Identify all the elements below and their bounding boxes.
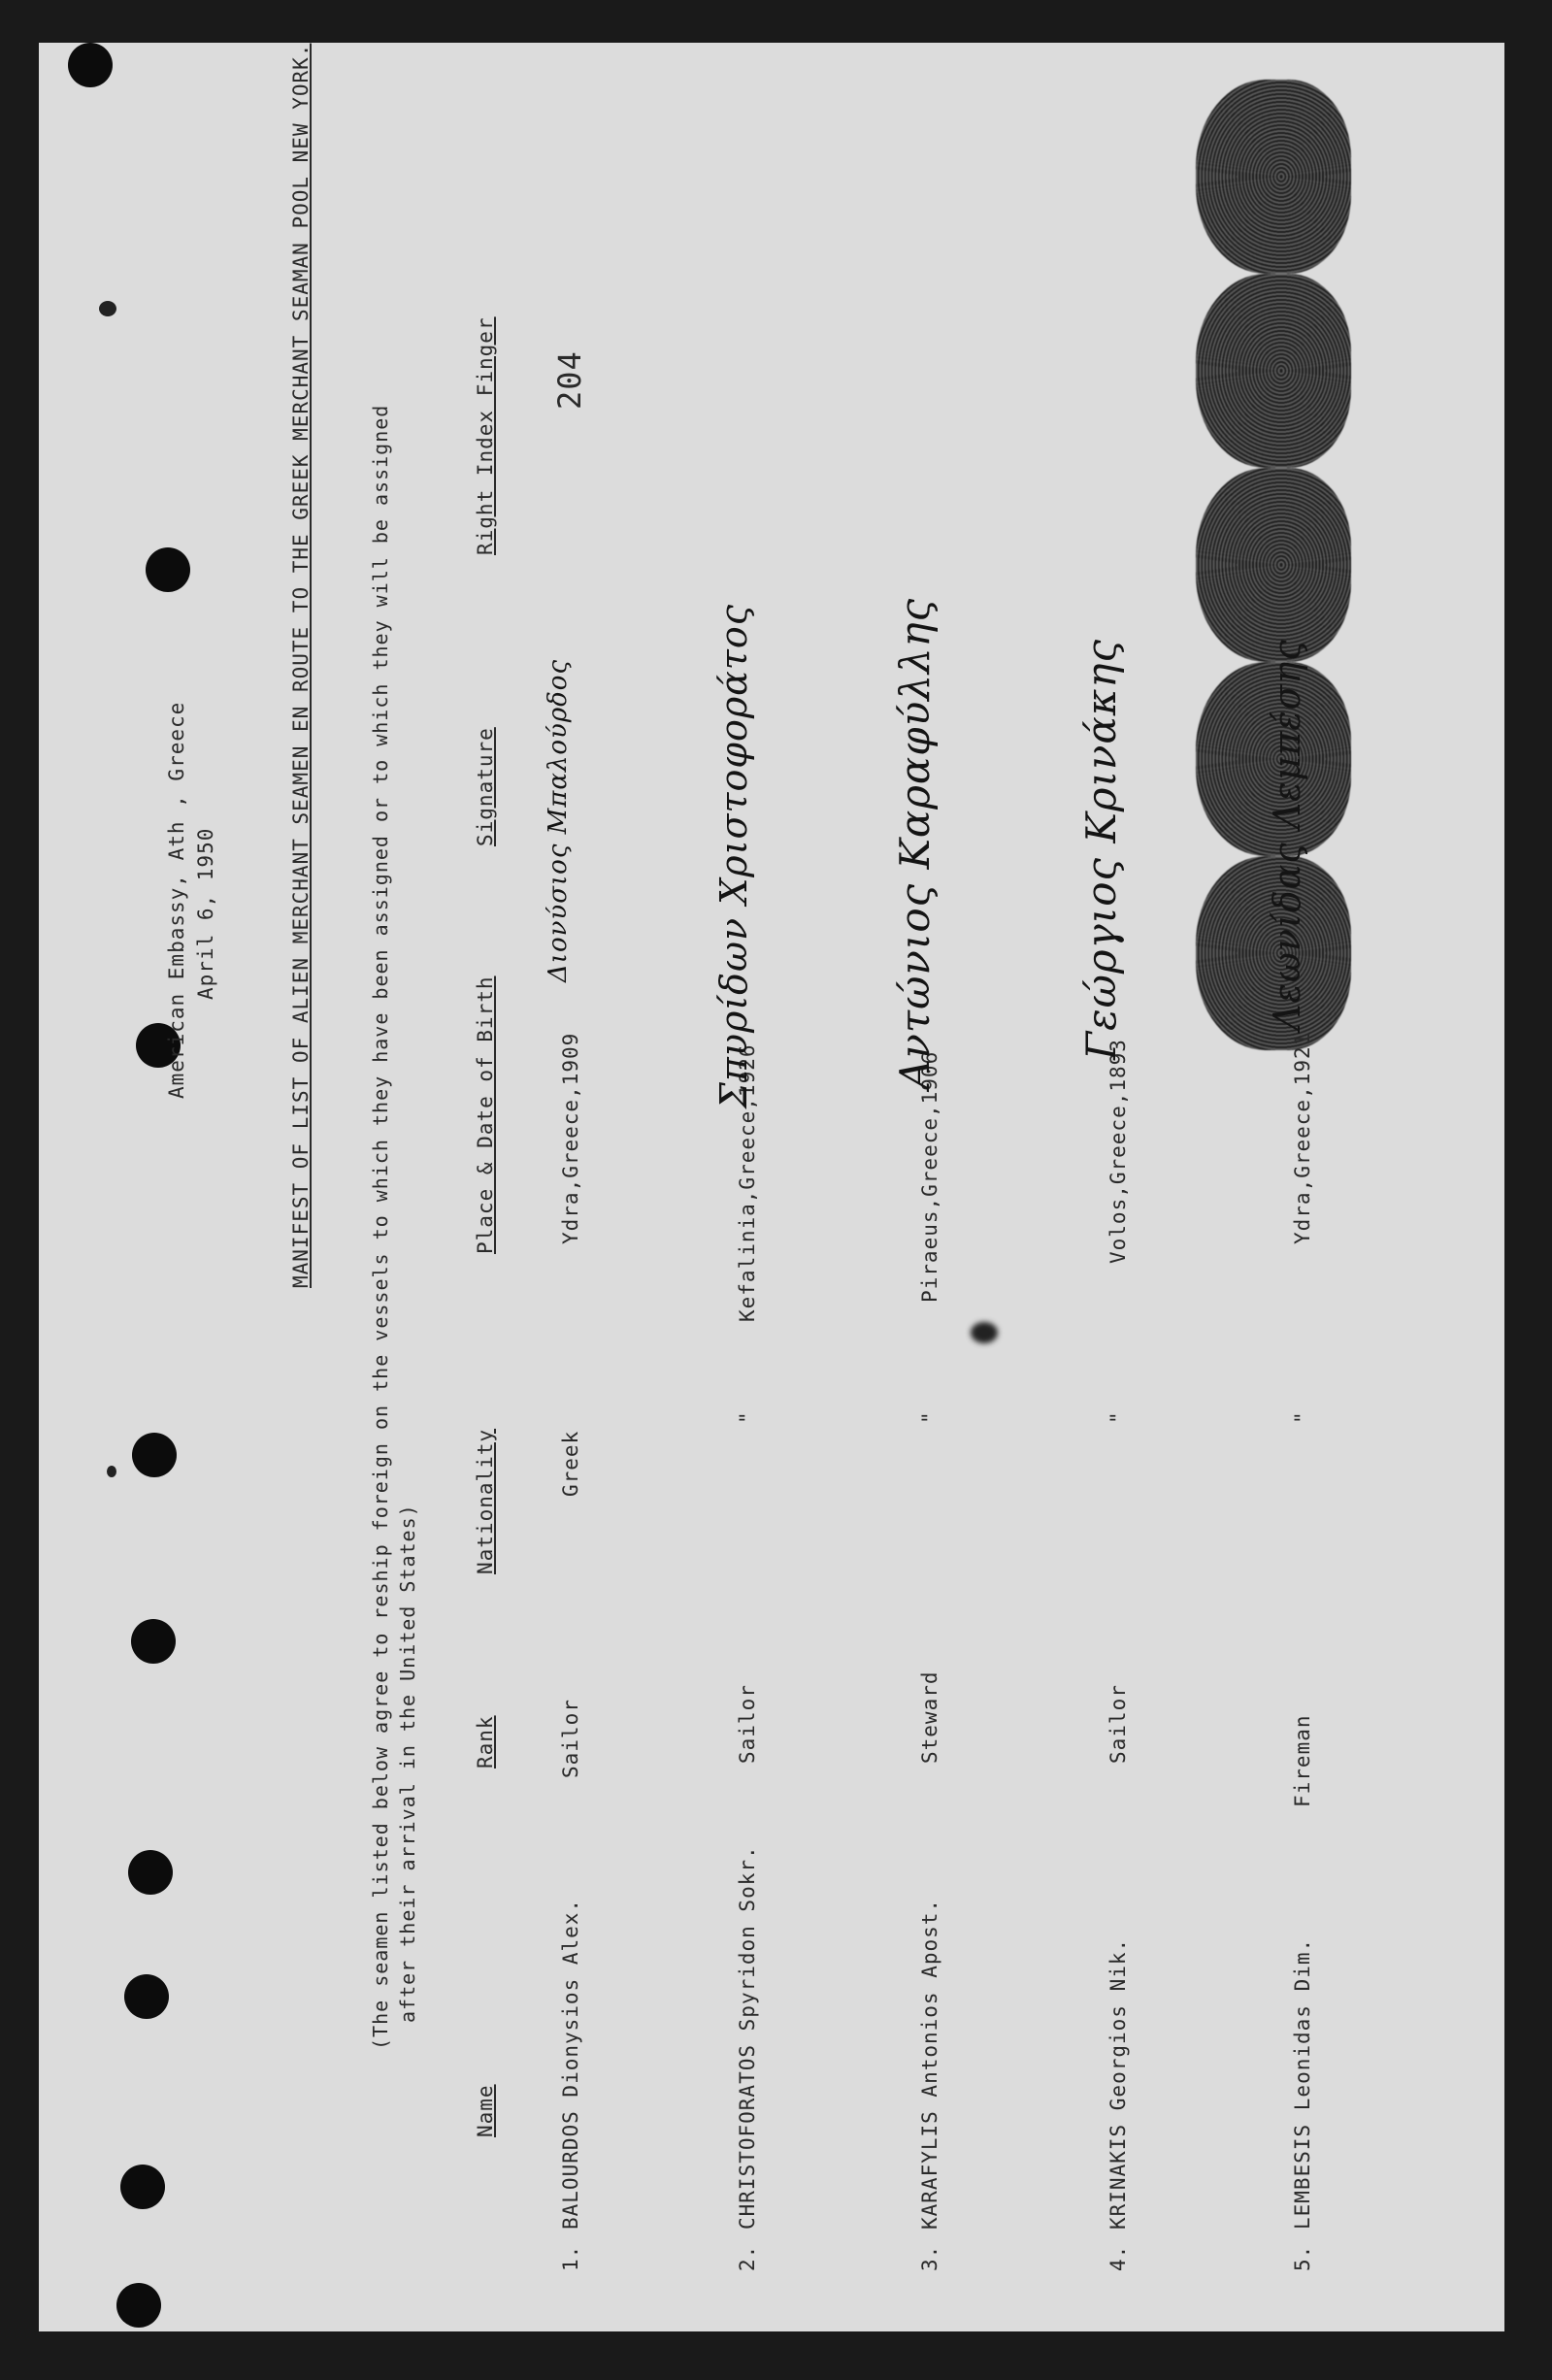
seaman-rank: Sailor: [1106, 1684, 1130, 1764]
page-title: MANIFEST OF LIST OF ALIEN MERCHANT SEAMEN EN ROUTE TO THE GREEK MERCHANT SEAMAN POOL NEW YORK.: [289, 43, 313, 1288]
seaman-rank: Sailor: [736, 1684, 759, 1764]
seaman-rank: Sailor: [559, 1699, 582, 1778]
row-number: 4.: [1106, 2244, 1130, 2271]
seaman-nationality: Greek: [559, 1430, 582, 1497]
signature-handwritten: Γεώργιος Κρινάκης: [1077, 638, 1125, 1060]
column-header-finger: Right Index Finger: [474, 316, 497, 555]
seaman-name: KARAFYLIS Antonios Apost.: [918, 1898, 941, 2230]
signature-handwritten: Σπυρίδων Χριστοφοράτος: [712, 603, 755, 1108]
column-header-name: Name: [474, 2084, 497, 2137]
seaman-nationality: ": [1291, 1410, 1314, 1424]
row-number: 5.: [1291, 2244, 1314, 2271]
row-number: 1.: [559, 2244, 582, 2271]
intro-line1: (The seamen listed below agree to reship foreign on the vessels to which they have been assigned or to which they will be assigned: [369, 404, 392, 2050]
column-header-rank: Rank: [474, 1715, 497, 1768]
seaman-nationality: ": [736, 1410, 759, 1424]
finger-note: 204: [551, 350, 588, 410]
rotated-content: [39, 43, 1504, 2331]
seaman-rank: Fireman: [1291, 1714, 1314, 1807]
column-header-nationality: Nationality: [474, 1428, 497, 1574]
letterhead-line1: American Embassy, Ath , Greece: [165, 701, 188, 1099]
fingerprint: [1196, 274, 1351, 468]
seaman-rank: Steward: [918, 1670, 941, 1764]
seaman-birth: Kefalinia,Greece,1926: [736, 1043, 759, 1322]
column-header-place-date: Place & Date of Birth: [474, 975, 497, 1254]
seaman-nationality: ": [918, 1410, 941, 1424]
seaman-name: CHRISTOFORATOS Spyridon Sokr.: [736, 1845, 759, 2230]
seaman-nationality: ": [1106, 1410, 1130, 1424]
document-page: [39, 43, 1504, 2331]
seaman-name: KRINAKIS Georgios Nik.: [1106, 1937, 1130, 2230]
seaman-birth: Ydra,Greece,1909: [559, 1032, 582, 1244]
seaman-name: LEMBESIS Leonidas Dim.: [1291, 1937, 1314, 2230]
column-header-signature: Signature: [474, 727, 497, 846]
row-number: 3.: [918, 2244, 941, 2271]
seaman-birth: Ydra,Greece,1921: [1291, 1032, 1314, 1244]
seaman-birth: Volos,Greece,1893: [1106, 1039, 1130, 1264]
fingerprint: [1196, 80, 1351, 274]
signature-handwritten: Λεωνίδας Λεμπέσης: [1266, 639, 1308, 1031]
fingerprint: [1196, 468, 1351, 662]
intro-line2: after their arrival in the United States): [396, 1504, 419, 2023]
seaman-birth: Piraeus,Greece,1906: [918, 1050, 941, 1303]
signature-handwritten: Αντώνιος Καραφύλλης: [891, 597, 939, 1089]
seaman-name: BALOURDOS Dionysios Alex.: [559, 1898, 582, 2230]
letterhead-line2: April 6, 1950: [194, 827, 217, 1000]
signature-handwritten: Διονύσιος Μπαλούρδος: [544, 658, 573, 982]
row-number: 2.: [736, 2244, 759, 2271]
